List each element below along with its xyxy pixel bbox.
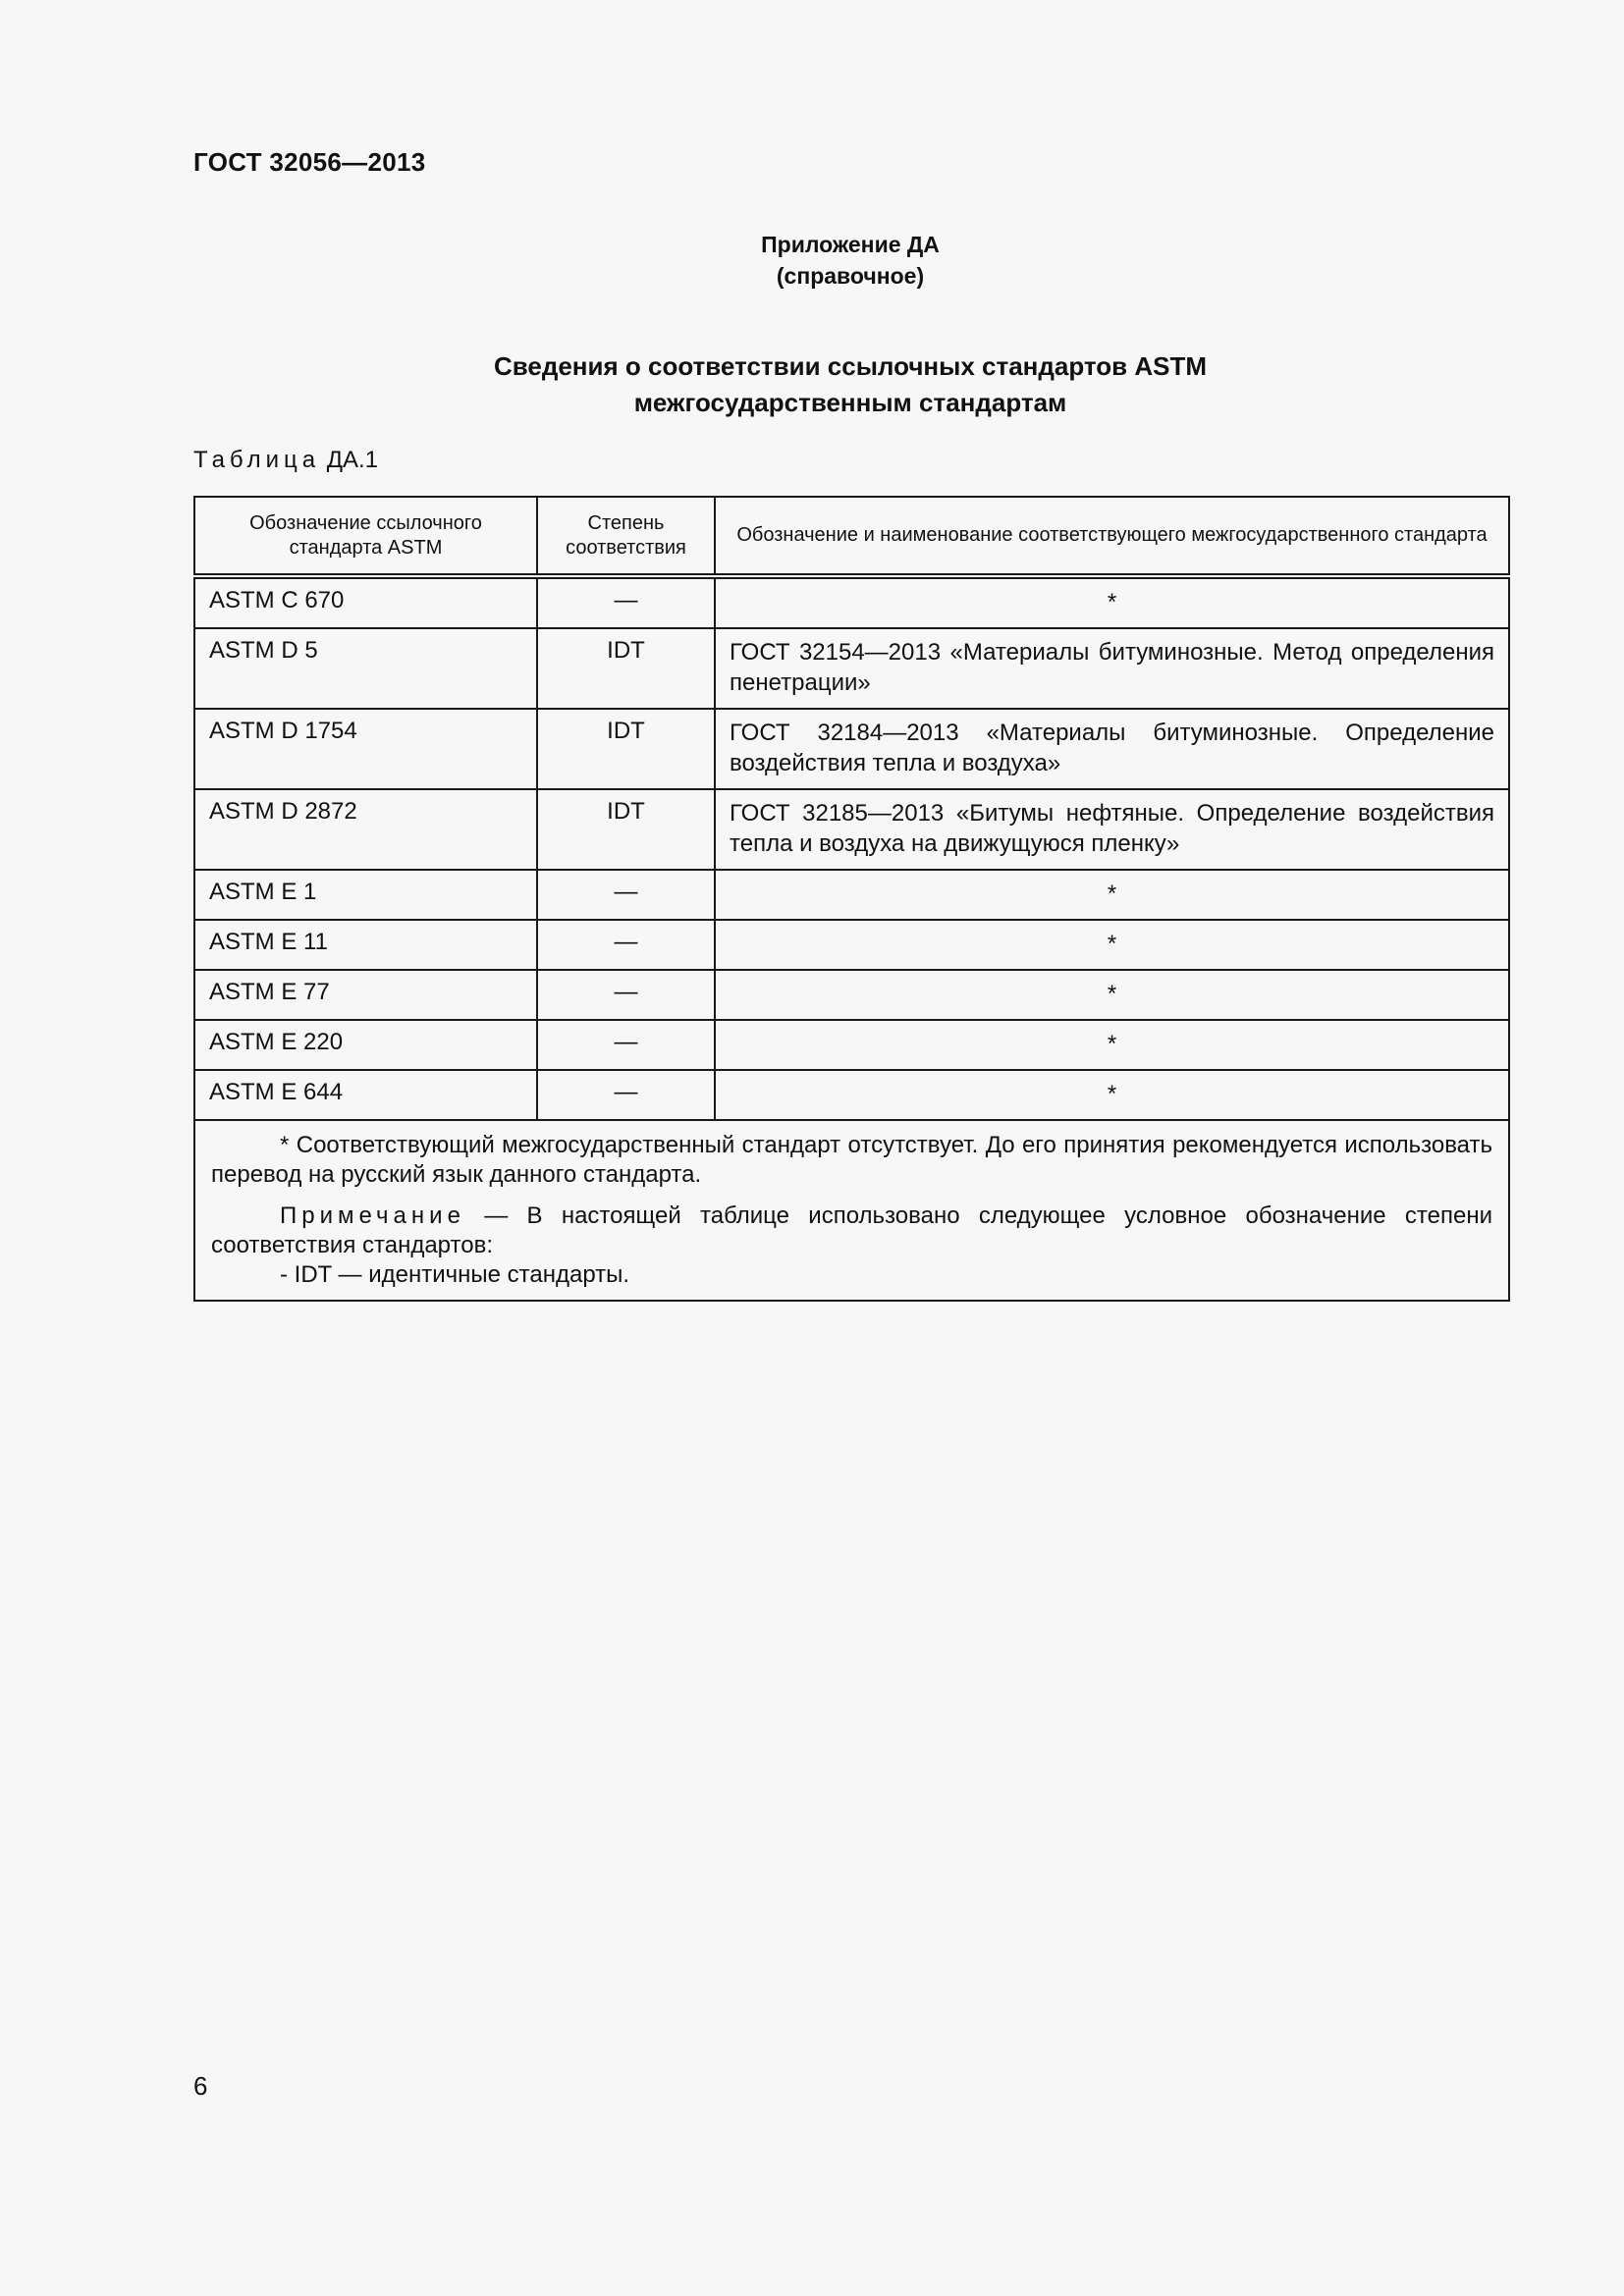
section-title-line-1: Сведения о соответствии ссылочных стандартов ASTM	[493, 351, 1208, 381]
table-caption-label: Таблица	[193, 447, 321, 473]
table-row	[194, 1020, 1509, 1070]
column-header-degree: Степень соответствия	[537, 497, 715, 576]
page-number: 6	[193, 2071, 208, 2101]
table-row	[194, 920, 1509, 970]
table-row	[194, 628, 1509, 709]
cell-degree: —	[537, 1020, 715, 1070]
cell-gost: *	[715, 920, 1509, 970]
cell-astm-ref: ASTM C 670	[194, 576, 537, 628]
cell-degree: —	[537, 1070, 715, 1120]
cell-gost: *	[715, 576, 1509, 628]
table-row	[194, 870, 1509, 920]
table-row	[194, 709, 1509, 789]
cell-gost: ГОСТ 32184—2013 «Материалы битуминозные. Определение воздействия тепла и воздуха»	[715, 709, 1509, 789]
table-footnote	[194, 1120, 1509, 1301]
table-caption-number: ДА.1	[326, 447, 379, 473]
appendix-heading	[193, 229, 1507, 292]
cell-degree: IDT	[537, 789, 715, 870]
cell-gost: ГОСТ 32154—2013 «Материалы битуминозные. Метод определения пенетрации»	[715, 628, 1509, 709]
cell-gost: *	[715, 970, 1509, 1020]
cell-gost: *	[715, 1020, 1509, 1070]
cell-degree: IDT	[537, 709, 715, 789]
note-item: - IDT — идентичные стандарты.	[280, 1261, 630, 1288]
section-title	[193, 348, 1507, 421]
note-label: Примечание	[280, 1202, 465, 1229]
document-code: ГОСТ 32056—2013	[193, 147, 426, 177]
cell-gost: *	[715, 870, 1509, 920]
cell-astm-ref: ASTM E 77	[194, 970, 537, 1020]
cell-astm-ref: ASTM D 2872	[194, 789, 537, 870]
cell-astm-ref: ASTM E 11	[194, 920, 537, 970]
cell-degree: IDT	[537, 628, 715, 709]
cell-astm-ref: ASTM D 5	[194, 628, 537, 709]
standards-correspondence-table	[193, 496, 1510, 1302]
appendix-subtitle: (справочное)	[776, 263, 925, 289]
table-row	[194, 1070, 1509, 1120]
cell-astm-ref: ASTM D 1754	[194, 709, 537, 789]
section-title-line-2: межгосударственным стандартам	[633, 388, 1067, 417]
table-row	[194, 789, 1509, 870]
table-row	[194, 970, 1509, 1020]
cell-degree: —	[537, 576, 715, 628]
table-footnote-row	[194, 1120, 1509, 1301]
cell-astm-ref: ASTM E 644	[194, 1070, 537, 1120]
footnote-text: * Соответствующий межгосударственный стандарт отсутствует. До его принятия рекомендуется использовать перевод на русский язык данного стандарта.	[211, 1132, 1492, 1188]
cell-degree: —	[537, 920, 715, 970]
appendix-title: Приложение ДА	[761, 232, 940, 257]
cell-astm-ref: ASTM E 1	[194, 870, 537, 920]
table-header-row	[194, 497, 1509, 576]
cell-gost: ГОСТ 32185—2013 «Битумы нефтяные. Определение воздействия тепла и воздуха на движущуюся пленку»	[715, 789, 1509, 870]
table-note	[211, 1201, 1492, 1260]
cell-gost: *	[715, 1070, 1509, 1120]
note-text: — В настоящей таблице использовано следующее условное обозначение степени соответствия стандартов:	[211, 1202, 1492, 1258]
table-caption	[193, 447, 378, 474]
cell-degree: —	[537, 870, 715, 920]
cell-degree: —	[537, 970, 715, 1020]
column-header-astm-ref: Обозначение ссылочного стандарта ASTM	[194, 497, 537, 576]
cell-astm-ref: ASTM E 220	[194, 1020, 537, 1070]
column-header-gost: Обозначение и наименование соответствующего межгосударственного стандарта	[715, 497, 1509, 576]
table-row	[194, 576, 1509, 628]
